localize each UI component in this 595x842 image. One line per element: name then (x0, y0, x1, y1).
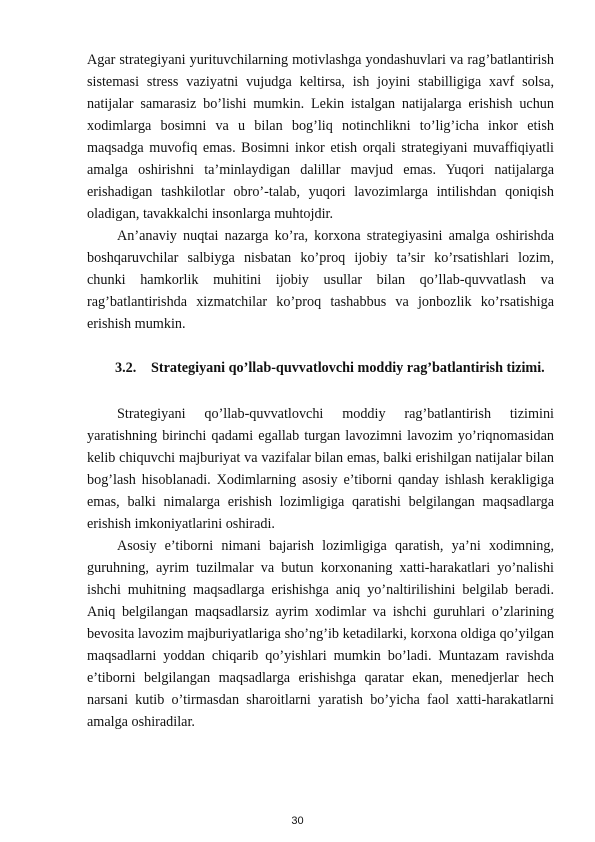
paragraph-2: An’anaviy nuqtai nazarga ko’ra, korxona strategiyasini amalga oshirishda boshqaruvchilar salbiyga nisbatan ko’proq ijobiy ta’sir ko’rsatishlari lozim, chunki hamkorlik muhitini ijobiy usullar bilan qo’llab-quvvatlash va rag’batlantirishda xizmatchilar ko’proq tashabbus va jonbozlik ko’rsatishiga erishish mumkin. (87, 228, 554, 332)
paragraph-1: Agar strategiyani yurituvchilarning motivlashga yondashuvlari va rag’batlantirish sistemasi stress vaziyatni vujudga keltirsa, ish joyini stabilligiga xavf solsa, natijalar samarasiz bo’lishi mumkin. Lekin istalgan natijalarga erishish uchun xodimlarga bosimni va u bilan bog’liq notinchlikni to’lig’icha inkor etish maqsadga muvofiq emas. Bosimni inkor etish orqali strategiyani muvaffiqiyatli amalga oshirishni ta’minlaydigan dalillar mavjud emas. Yuqori natijalarga erishadigan tashkilotlar obro’-talab, yuqori lavozimlarga intilishdan qoniqish oladigan, tavakkalchi insonlarga muhtojdir. (87, 52, 554, 222)
section-title: Strategiyani qo’llab-quvvatlovchi moddiy rag’batlantirish tizimi. (151, 360, 545, 376)
paragraph-4: Asosiy e’tiborni nimani bajarish lozimligiga qaratish, ya’ni xodimning, guruhning, ayrim tuzilmalar va butun korxonaning xatti-harakatlari yo’nalishi ishchi muhitning maqsadlarga erishishga aniq yo’naltirilishini belgilab beradi. Aniq belgilangan maqsadlarsiz ayrim xodimlar va ishchi guruhlari o’zlarining bevosita lavozim majburiyatlariga sho’ng’ib ketadilarki, korxona oldiga qo’yilgan maqsadlarni yoddan chiqarib qo’yishlari mumkin bo’ladi. Muntazam ravishda e’tiborni belgilangan maqsadlarga erishishga qaratar ekan, menedjerlar hech narsani kutib o’tirmasdan sharoitlarni yaratish bo’yicha faol xatti-harakatlarni amalga oshiradilar. (87, 538, 554, 730)
paragraph-3: Strategiyani qo’llab-quvvatlovchi moddiy rag’batlantirish tizimini yaratishning birinchi qadami egallab turgan lavozimni lavozim yo’riqnomasidan kelib chiquvchi majburiyat va vazifalar bilan emas, balki erishilgan natijalar bilan bog’lash hisoblanadi. Xodimlarning asosiy e’tiborni qanday ishlash kerakligiga emas, balki nimalarga erishish lozimligiga qaratishi belgilangan maqsadlarga erishish imkoniyatlarini oshiradi. (87, 406, 554, 532)
section-number: 3.2. (115, 360, 137, 376)
page-number: 30 (291, 815, 304, 827)
section-heading (115, 357, 554, 379)
page-body (87, 49, 554, 733)
